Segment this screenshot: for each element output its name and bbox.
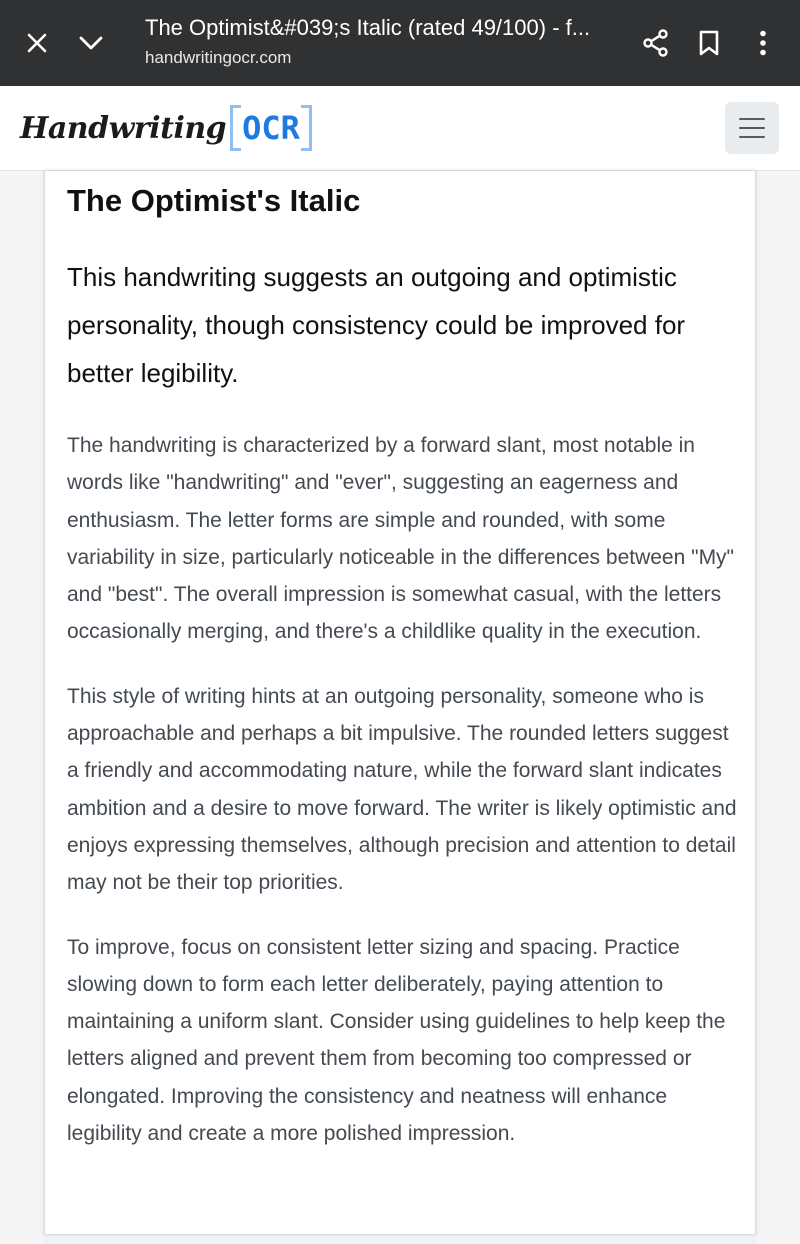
logo-ocr-text: OCR bbox=[230, 105, 312, 151]
collapse-button[interactable] bbox=[67, 19, 115, 67]
analysis-card bbox=[44, 171, 756, 1235]
hamburger-icon-line bbox=[739, 136, 765, 138]
hamburger-icon bbox=[739, 118, 765, 120]
share-button[interactable] bbox=[632, 19, 680, 67]
analysis-title: The Optimist's Italic bbox=[67, 183, 361, 218]
analysis-summary: This handwriting suggests an outgoing and optimistic personality, though consistency could be improved for better legibility. bbox=[67, 262, 686, 388]
analysis-paragraph-traits: The handwriting is characterized by a forward slant, most notable in words like "handwriting" and "ever", suggesting an eagerness and enthusiasm. The letter forms are simple and rounded, with some variability in size, particularly noticeable in the differences between "My" and "best". The overall impression is somewhat casual, with the letters occasionally merging, and there's a childlike quality in the execution. bbox=[67, 434, 735, 644]
bookmark-icon bbox=[698, 30, 720, 56]
close-button[interactable] bbox=[13, 19, 61, 67]
logo-script-text: Handwriting bbox=[20, 110, 227, 146]
next-section-edge bbox=[44, 1236, 756, 1244]
nav-menu-button[interactable] bbox=[725, 102, 779, 154]
hamburger-icon-line bbox=[739, 127, 765, 129]
bookmark-button[interactable] bbox=[685, 19, 733, 67]
analysis-paragraph-personality: This style of writing hints at an outgoing personality, someone who is approachable and perhaps a bit impulsive. The rounded letters suggest a friendly and accommodating nature, while the forward slant indicates ambition and a desire to move forward. The writer is likely optimistic and enjoys expressing themselves, although precision and attention to detail may not be their top priorities. bbox=[67, 684, 737, 895]
browser-toolbar bbox=[0, 0, 800, 86]
close-icon bbox=[26, 32, 48, 54]
share-icon bbox=[642, 29, 670, 57]
more-vert-icon bbox=[759, 30, 767, 56]
site-header bbox=[0, 86, 800, 171]
site-logo[interactable] bbox=[20, 102, 312, 154]
analysis-content bbox=[67, 171, 739, 1152]
page-title[interactable]: The Optimist&#039;s Italic (rated 49/100) - f... bbox=[145, 15, 591, 40]
page-url[interactable]: handwritingocr.com bbox=[145, 48, 292, 67]
more-options-button[interactable] bbox=[739, 19, 787, 67]
analysis-paragraph-improvement: To improve, focus on consistent letter sizing and spacing. Practice slowing down to form each letter deliberately, paying attention to maintaining a uniform slant. Consider using guidelines to help keep the letters aligned and prevent them from becoming too compressed or elongated. Improving the consistency and neatness will enhance legibility and create a more polished impression. bbox=[67, 935, 726, 1146]
chevron-down-icon bbox=[78, 35, 104, 51]
